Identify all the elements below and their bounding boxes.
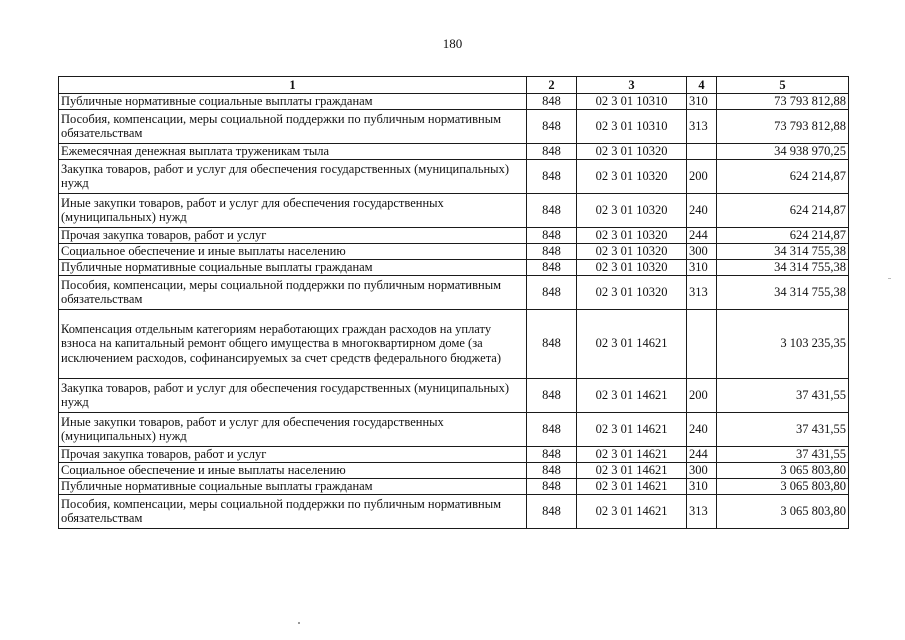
- cell-department-code: 848: [527, 378, 577, 412]
- table-body: [59, 94, 849, 529]
- cell-expense-type: 310: [687, 94, 717, 110]
- scan-speck: [298, 622, 300, 624]
- table-row: [59, 494, 849, 528]
- cell-target-article: 02 3 01 10320: [577, 243, 687, 259]
- cell-name: Социальное обеспечение и иные выплаты населению: [59, 243, 527, 259]
- cell-department-code: 848: [527, 446, 577, 462]
- cell-amount: 624 214,87: [717, 227, 849, 243]
- cell-name: Публичные нормативные социальные выплаты гражданам: [59, 94, 527, 110]
- cell-expense-type: 240: [687, 193, 717, 227]
- cell-expense-type: [687, 309, 717, 378]
- cell-department-code: 848: [527, 412, 577, 446]
- cell-amount: 34 314 755,38: [717, 259, 849, 275]
- cell-target-article: 02 3 01 14621: [577, 412, 687, 446]
- cell-department-code: 848: [527, 462, 577, 478]
- cell-amount: 34 314 755,38: [717, 275, 849, 309]
- cell-expense-type: 310: [687, 478, 717, 494]
- cell-department-code: 848: [527, 193, 577, 227]
- cell-target-article: 02 3 01 10310: [577, 109, 687, 143]
- cell-expense-type: 300: [687, 462, 717, 478]
- cell-target-article: 02 3 01 10320: [577, 193, 687, 227]
- cell-expense-type: 244: [687, 446, 717, 462]
- cell-expense-type: 313: [687, 275, 717, 309]
- table-row: [59, 259, 849, 275]
- cell-name: Пособия, компенсации, меры социальной поддержки по публичным нормативным обязательствам: [59, 494, 527, 528]
- page-number: 180: [442, 36, 463, 51]
- column-header-name: 1: [59, 77, 527, 94]
- cell-expense-type: 310: [687, 259, 717, 275]
- cell-target-article: 02 3 01 14621: [577, 478, 687, 494]
- cell-expense-type: 200: [687, 159, 717, 193]
- cell-amount: 624 214,87: [717, 193, 849, 227]
- cell-target-article: 02 3 01 10320: [577, 143, 687, 159]
- cell-amount: 37 431,55: [717, 412, 849, 446]
- cell-amount: 73 793 812,88: [717, 94, 849, 110]
- cell-name: Прочая закупка товаров, работ и услуг: [59, 446, 527, 462]
- cell-amount: 34 314 755,38: [717, 243, 849, 259]
- cell-name: Социальное обеспечение и иные выплаты населению: [59, 462, 527, 478]
- cell-amount: 3 065 803,80: [717, 478, 849, 494]
- column-header-department-code: 2: [527, 77, 577, 94]
- cell-expense-type: 240: [687, 412, 717, 446]
- cell-amount: 3 065 803,80: [717, 462, 849, 478]
- cell-amount: 37 431,55: [717, 446, 849, 462]
- cell-department-code: 848: [527, 478, 577, 494]
- cell-department-code: 848: [527, 243, 577, 259]
- cell-expense-type: 244: [687, 227, 717, 243]
- table-row: [59, 143, 849, 159]
- table-row: [59, 378, 849, 412]
- cell-department-code: 848: [527, 259, 577, 275]
- table-row: [59, 94, 849, 110]
- cell-target-article: 02 3 01 10320: [577, 259, 687, 275]
- cell-target-article: 02 3 01 10320: [577, 159, 687, 193]
- table-row: [59, 227, 849, 243]
- table-row: [59, 193, 849, 227]
- table-row: [59, 412, 849, 446]
- column-header-target-article: 3: [577, 77, 687, 94]
- cell-department-code: 848: [527, 494, 577, 528]
- cell-name: Закупка товаров, работ и услуг для обеспечения государственных (муниципальных) нужд: [59, 378, 527, 412]
- cell-name: Пособия, компенсации, меры социальной поддержки по публичным нормативным обязательствам: [59, 109, 527, 143]
- table-row: [59, 309, 849, 378]
- cell-target-article: 02 3 01 14621: [577, 378, 687, 412]
- budget-table: [58, 76, 849, 529]
- cell-name: Прочая закупка товаров, работ и услуг: [59, 227, 527, 243]
- cell-target-article: 02 3 01 14621: [577, 494, 687, 528]
- cell-department-code: 848: [527, 275, 577, 309]
- table-header-row: [59, 77, 849, 94]
- cell-department-code: 848: [527, 94, 577, 110]
- table-row: [59, 159, 849, 193]
- column-header-amount: 5: [717, 77, 849, 94]
- cell-amount: 624 214,87: [717, 159, 849, 193]
- cell-target-article: 02 3 01 10310: [577, 94, 687, 110]
- scan-edge-speck: [888, 278, 891, 279]
- cell-amount: 37 431,55: [717, 378, 849, 412]
- cell-expense-type: 313: [687, 109, 717, 143]
- cell-name: Ежемесячная денежная выплата труженикам тыла: [59, 143, 527, 159]
- cell-name: Пособия, компенсации, меры социальной поддержки по публичным нормативным обязательствам: [59, 275, 527, 309]
- cell-target-article: 02 3 01 10320: [577, 275, 687, 309]
- cell-department-code: 848: [527, 159, 577, 193]
- cell-name: Иные закупки товаров, работ и услуг для обеспечения государственных (муниципальных) нужд: [59, 193, 527, 227]
- table-row: [59, 275, 849, 309]
- cell-target-article: 02 3 01 14621: [577, 462, 687, 478]
- table-row: [59, 243, 849, 259]
- cell-name: Публичные нормативные социальные выплаты гражданам: [59, 259, 527, 275]
- cell-amount: 73 793 812,88: [717, 109, 849, 143]
- cell-amount: 34 938 970,25: [717, 143, 849, 159]
- table-row: [59, 478, 849, 494]
- cell-amount: 3 103 235,35: [717, 309, 849, 378]
- cell-target-article: 02 3 01 14621: [577, 446, 687, 462]
- cell-department-code: 848: [527, 309, 577, 378]
- cell-name: Закупка товаров, работ и услуг для обеспечения государственных (муниципальных) нужд: [59, 159, 527, 193]
- cell-name: Публичные нормативные социальные выплаты гражданам: [59, 478, 527, 494]
- cell-target-article: 02 3 01 14621: [577, 309, 687, 378]
- cell-department-code: 848: [527, 227, 577, 243]
- table-row: [59, 446, 849, 462]
- cell-expense-type: 200: [687, 378, 717, 412]
- cell-expense-type: 300: [687, 243, 717, 259]
- cell-name: Иные закупки товаров, работ и услуг для обеспечения государственных (муниципальных) нужд: [59, 412, 527, 446]
- cell-expense-type: [687, 143, 717, 159]
- table-row: [59, 109, 849, 143]
- cell-department-code: 848: [527, 143, 577, 159]
- cell-department-code: 848: [527, 109, 577, 143]
- cell-amount: 3 065 803,80: [717, 494, 849, 528]
- cell-expense-type: 313: [687, 494, 717, 528]
- cell-target-article: 02 3 01 10320: [577, 227, 687, 243]
- column-header-expense-type: 4: [687, 77, 717, 94]
- table-row: [59, 462, 849, 478]
- cell-name: Компенсация отдельным категориям неработающих граждан расходов на уплату взноса на капитальный ремонт общего имущества в многоквартирном доме (за исключением расходов, софинансируемых за счет средств федерального бюджета): [59, 309, 527, 378]
